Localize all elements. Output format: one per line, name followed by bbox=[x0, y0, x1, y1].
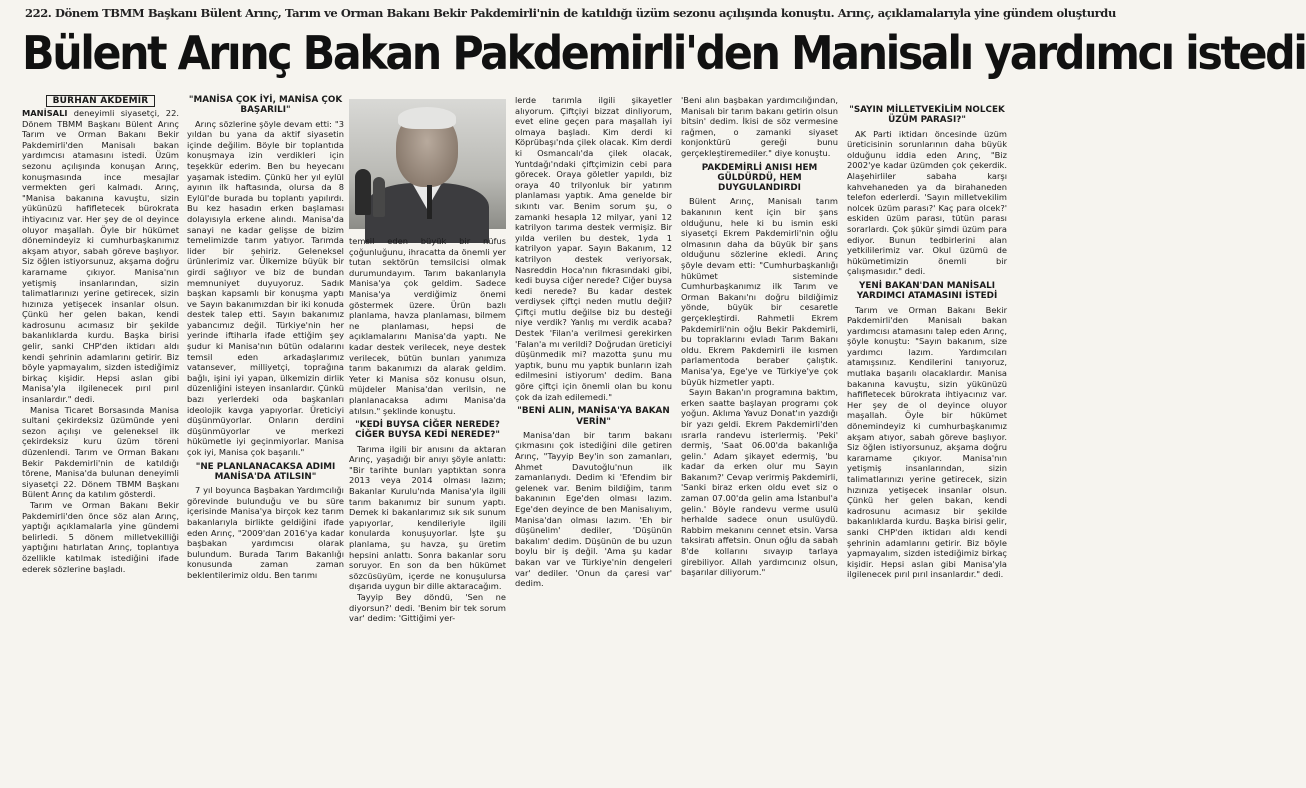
lead-word: MANİSALI bbox=[22, 108, 68, 118]
paragraph: Tarım ve Orman Bakanı Bekir Pakdemirli'den Manisalı bakan yardımcısı atamasını talep eden Arınç, şöyle konuştu: "Sayın bakanım, size yardımcı lazım. Yardımcıları atamışsınız. Kendilerini tanıyoruz, mutlaka başarılı olacaklardır. Manisa bakanına kavuştu, sizin yükünüzü hafifletecek bürokrata ihtiyacınız var. Her şey de ol deyince oluyor maşallah. Öyle bir hükümet dönemindeyiz ki cumhurbaşkanımız akşam atıyor, sabah göreve başlıyor. Siz öğlen istiyorsunuz, akşama doğru kararname çıkıyor. Manisa'nın yetişmiş insanlarından, sizin talimatlarınızı yerine getirecek, sizin hızınıza yetişecek insanlar olsun. Çünkü her gelen bakan, kendi kadrosunu acımasız bir şekilde bakanlıklarda kurdu. Başka birisi gelir, sanki CHP'den iktidarı aldı kendi şehrinin adamlarını getirir. Biz böyle yapmayalım, sizden istediğimiz birkaç kişidir. Hepsi aslan gibi Manisa'yla ilgilenecek pırıl pırıl insanlardır." dedi. bbox=[847, 304, 1007, 580]
microphone-icon bbox=[373, 177, 385, 217]
photo-speaker bbox=[349, 99, 506, 229]
paragraph: Manisa Ticaret Borsasında Manisa sultani çekirdeksiz üzümünde yeni sezon açılışı ve geleneksel ilk çekirdeksiz kuru üzüm töreni düzenlendi. Tarım ve Orman Bakanı Bekir Pakdemirli'nin de katıldığı törene, Manisa'da bulunan deneyimli siyasetçi 22. Dönem TBMM Başkanı Bülent Arınç da katılım gösterdi. bbox=[22, 404, 179, 500]
article-column-1 bbox=[22, 95, 179, 785]
paragraph: Tarıma ilgili bir anısını da aktaran Arınç, yaşadığı bir anıyı şöyle anlattı: "Bir tarihte bunları yaptıktan sonra 2013 veya 2014 olması lazım; Bakanlar Kurulu'nda Manisa'yla ilgili tarım bakanımız bir sunum yaptı. Demek ki bakanlarımız sık sık sunum yapıyorlar, kendileriyle ilgili konularda konuşuyorlar. İşte şu planlama, şu havza, şu üretim hepsini anlattı. Sonra bakanlar soru soruyor. En son da ben hükümet sözcüsüyüm, içerde ne konuşulursa dışarıda uygun bir dille aktaracağım. bbox=[349, 443, 506, 592]
paragraph: temsil eden büyük bir nüfus çoğunluğunu, ihracatta da önemli yer tutan sektörün temsilcisi olmak durumundayım. Tarım bakanlarıyla Manisa'ya çok geldim. Sadece Manisa'ya verdiğimiz önemi göstermek üzere. Ürün bazlı planlama, havza planlaması, bilmem ne planlaması, hepsi de açıklamalarını Manisa'da yaptı. Ne kadar destek verilecek, neye destek verilecek, bütün bunları yanımıza tarım bakanımızı da alarak geldim. Yeter ki Manisa söz konusu olsun, müjdeler Manisa'dan verilsin, ne planlanacaksa adımı Manisa'da atılsın." şeklinde konuştu. bbox=[349, 236, 506, 416]
subheading: "KEDİ BUYSA CİĞER NEREDE? CİĞER BUYSA KEDİ NEREDE?" bbox=[355, 420, 500, 441]
paragraph: 7 yıl boyunca Başbakan Yardımcılığı görevinde bulunduğu ve bu süre içerisinde Manisa'ya birçok kez tarım bakanlarıyla birlikte geldiğini ifade eden Arınç, "2009'dan 2016'ya kadar başbakan yardımcısı olarak bulundum. Burada Tarım Bakanlığı konusunda zaman zaman beklentilerimiz oldu. Ben tarımı bbox=[187, 485, 344, 580]
subheading: "SAYIN MİLLETVEKİLİM NOLCEK ÜZÜM PARASI?" bbox=[849, 105, 1005, 126]
article-column-4 bbox=[515, 95, 672, 785]
paragraph: 'Beni alın başbakan yardımcılığından, Manisalı bir tarım bakanı getirin olsun bitsin' dedim. İkisi de söz vermesine rağmen, o zamanki siyaset konjonktürü gereği bunu gerçekleştiremediler." diye konuştu. bbox=[681, 95, 838, 158]
article-column-3 bbox=[349, 236, 506, 785]
microphone-icon bbox=[355, 169, 371, 215]
subheading: PAKDEMİRLİ ANISI HEM GÜLDÜRDÜ, HEM DUYGULANDIRDI bbox=[701, 162, 818, 194]
photo-hair bbox=[398, 107, 456, 129]
article-column-5 bbox=[681, 95, 838, 785]
paragraph bbox=[22, 108, 179, 405]
byline: BURHAN AKDEMİR bbox=[46, 95, 156, 107]
subheading: "BENİ ALIN, MANİSA'YA BAKAN VERİN" bbox=[517, 406, 670, 427]
subheading: YENİ BAKAN'DAN MANİSALI YARDIMCI ATAMASINI İSTEDİ bbox=[856, 280, 998, 302]
paragraph: Manisa'dan bir tarım bakanı çıkmasını çok istediğini dile getiren Arınç, "Tayyip Bey'in son zamanları, Ahmet Davutoğlu'nun ilk zamanlarıydı. Dedim ki 'Efendim bir gelenek var. Benim bildiğim, tarım bakanının Ege'den olması lazım. Ege'den deyince de ben Manisalıyım, Manisa'dan olması lazım. 'Eh bir düşünelim' dediler, 'Düşünün bakalım' dedim. Düşünün de bu uzun boylu bir iş değil. 'Ama şu kadar bakan var ve Türkiye'nin dengeleri var' dediler. 'Onun da çaresi var' dedim. bbox=[515, 429, 672, 589]
paragraph: AK Parti iktidarı öncesinde üzüm üreticisinin sorunlarının daha büyük olduğunu iddia eden Arınç, "Biz 2002'ye kadar üzümden çok çekerdik. Alaşehirliler sabaha karşı kahvehaneden ya da birahaneden telefon ederlerdi. 'Sayın milletvekilim nolcek üzüm parası?' Kaç para olcek?' eskiden üzüm parası, tütün parası sorarlardı. Çok şükür şimdi üzüm para ediyor. Bunun tedbirlerini alan yetkililerimiz var. Okul üzümü de hükümetimizin önemli bir çalışmasıdır." dedi. bbox=[847, 128, 1007, 277]
kicker-text: 222. Dönem TBMM Başkanı Bülent Arınç, Tarım ve Orman Bakanı Bekir Pakdemirli'nin de katıldığı üzüm sezonu açılışında konuştu. Arınç, açıklamalarıyla yine gündem oluşturdu bbox=[25, 6, 1116, 20]
subheading: "NE PLANLANACAKSA ADIMI MANİSA'DA ATILSIN" bbox=[195, 461, 336, 482]
paragraph-text: deneyimli siyasetçi, 22. Dönem TBMM Başkanı Bülent Arınç Tarım ve Orman Bakanı Bekir Pakdemirli'den Manisalı bakan yardımcısı atamasını istedi. Üzüm sezonu açılışında konuşan Arınç, konuşmasında ince mesajlar vermekten geri kalmadı. Arınç, "Manisa bakanına kavuştu, sizin yükünüzü hafifletecek bürokrata ihtiyacınız var. Her şey de ol deyince oluyor maşallah. Öyle bir hükümet dönemindeyiz ki cumhurbaşkanımız akşam atıyor, sabah göreve başlıyor. Siz öğlen istiyorsunuz, akşama doğru kararname çıkıyor. Manisa'nın yetişmiş insanlarından, sizin talimatlarınızı yerine getirecek, sizin hızınıza yetişecek insanlar olsun. Çünkü her gelen bakan, kendi kadrosunu acımasız bir şekilde bakanlıklarda kurdu. Başka birisi gelir, sanki CHP'den iktidarı aldı kendi şehrinin adamlarını getirir. Biz böyle yapmayalım, sizden istediğimiz birkaç kişidir. Hepsi aslan gibi Manisa'yla ilgilenecek pırıl pırıl insanlardır." dedi. bbox=[22, 108, 179, 405]
paragraph: lerde tarımla ilgili şikayetler alıyorum. Çiftçiyi bizzat dinliyorum, evet eline geçen para maşallah iyi olmaya başladı. Kim derdi ki Köprübaşı'nda çilek olacak. Kim derdi ki Osmancalı'da çilek olacak, Yuntdağı'ndaki çiftçimizin cebi para görecek. Oraya göletler yapıldı, biz oraya 40 trilyonluk bir yatırım planlaması yaptık. Ama genelde bir sıkıntı var. Benim sorum şu, o zamanki hesapla 12 milyar, yani 12 katrilyon tarıma destek vermişiz. Bir yılda verilen bu destek, 1yda 1 katrilyon yapar. Sayın Bakanım, 12 katrilyon destek veriyorsak, Nasreddin Hoca'nın fıkrasındaki gibi, kedi buysa ciğer nerede? Ciğer buysa kedi nerede? Bu kadar destek verdiysek çiftçi neden mutlu değil? Çiftçi mutlu değilse biz bu desteği niye verdik? Yanlış mı verdik acaba? Destek 'Filan'a verilmesi gerekirken 'Falan'a mı verildi? Doğrudan üreticiyi düşünmedik mi? mazotta şunu mu yaptık, bunu mu yaptık bunların izah edilmesini istiyorum' dedim. Bana göre çiftçi için önemli olan bu konu çok da izah edilemedi." bbox=[515, 95, 672, 402]
paragraph: Tarım ve Orman Bakanı Bekir Pakdemirli'den önce söz alan Arınç, yaptığı açıklamalarla yine gündemi belirledi. 5 dönem milletvekilliği yaptığını hatırlatan Arınç, toplantıya özellikle katılmak istediğini ifade ederek sözlerine başladı. bbox=[22, 499, 179, 574]
paragraph: Sayın Bakan'ın programına baktım, erken saatte başlayan programı çok yoğun. Aklıma Yavuz Donat'ın yazdığı bir yazı geldi. Ekrem Pakdemirli'den ısrarla randevu isterlermiş. 'Peki' dermiş, 'Saat 06.00'da bakanlığa gelin.' Adam şikayet edermiş, 'bu kadar da erken olur mu Sayın Bakanım?' Cevap verirmiş Pakdemirli, 'Sanki biraz erken oldu evet siz o zaman 07.00'da gelin ama İstanbul'a gelin.' Böyle randevu verme usulü herhalde sadece onun usulüydü. Rabbim mekanını cennet etsin. Varsa taksiratı affetsin. Onun oğlu da sabah 8'de kollarını sıvayıp tarlaya girebiliyor. Allah yardımcınız olsun, başarılar diliyorum." bbox=[681, 387, 838, 578]
paragraph: Bülent Arınç, Manisalı tarım bakanının kent için bir şans olduğunu, hele ki bu ismin eski siyasetçi Ekrem Pakdemirli'nin oğlu olmasının daha da büyük bir şans olduğunu sözlerine ekledi. Arınç şöyle devam etti: "Cumhurbaşkanlığı hükümet sisteminde Cumhurbaşkanımız ilk Tarım ve Orman Bakanı'nı doğru bildiğimiz yönde, büyük bir cesaretle gerçekleştirdi. Rahmetli Ekrem Pakdemirli'nin oğlu Bekir Pakdemirli, bu topraklarını evladı Tarım Bakanı oldu. Ekrem Pakdemirli ile kısmen parlamentoda beraber çalıştık. Manisa'ya, Ege'ye ve Türkiye'ye çok büyük hizmetler yaptı. bbox=[681, 196, 838, 387]
article-column-6 bbox=[847, 95, 1007, 785]
headline: Bülent Arınç Bakan Pakdemirli'den Manisalı yardımcı istedi bbox=[22, 26, 1306, 80]
paragraph: Tayyip Bey döndü, 'Sen ne diyorsun?' dedi. 'Benim bir tek sorum var' dedim: 'Gittiğimi yer- bbox=[349, 592, 506, 624]
subheading: "MANİSA ÇOK İYİ, MANİSA ÇOK BAŞARILI" bbox=[188, 95, 343, 116]
paragraph: Arınç sözlerine şöyle devam etti: "3 yıldan bu yana da aktif siyasetin içinde değilim. Böyle bir toplantıda konuşmaya izin verdikleri için teşekkür ederim. Ben bu heyecanı yaşamak istedim. Çünkü her yıl eylül ayının ilk haftasında, olursa da 8 Eylül'de burada bu toplantı yapılırdı. Bu kez hasadın erken başlaması dolayısıyla erkene alındı. Manisa'da sanayi ne kadar gelişse de bizim temelimizde tarım yatıyor. Tarımda lider bir şehiriz. Geleneksel ürünlerimiz var. Ülkemize büyük bir girdi sağlıyor ve biz de bundan memnuniyet duyuyoruz. Sadık başkan kapsamlı bir konuşma yaptı ve Sayın bakanımızdan bir iki konuda destek talep etti. Sayın bakanımız yabancımız değil. Türkiye'nin her yerinde iftiharla ifade ettiğim şey şudur ki Manisa'nın bütün odalarını temsil eden arkadaşlarımız vatansever, milliyetçi, toprağına bağlı, işini iyi yapan, ülkemizin dirlik düzenliğini isteyen insanlardır. Çünkü bazı yerlerdeki oda başkanları ideolojik kavga yapıyorlar. Üreticiyi düşünmüyorlar. Onların derdini düşünmüyorlar ve merkezi hükümetle iyi geçinmiyorlar. Manisa çok iyi, Manisa çok başarılı." bbox=[187, 118, 344, 457]
microphone-icon bbox=[427, 185, 432, 219]
article-column-2 bbox=[187, 95, 344, 785]
